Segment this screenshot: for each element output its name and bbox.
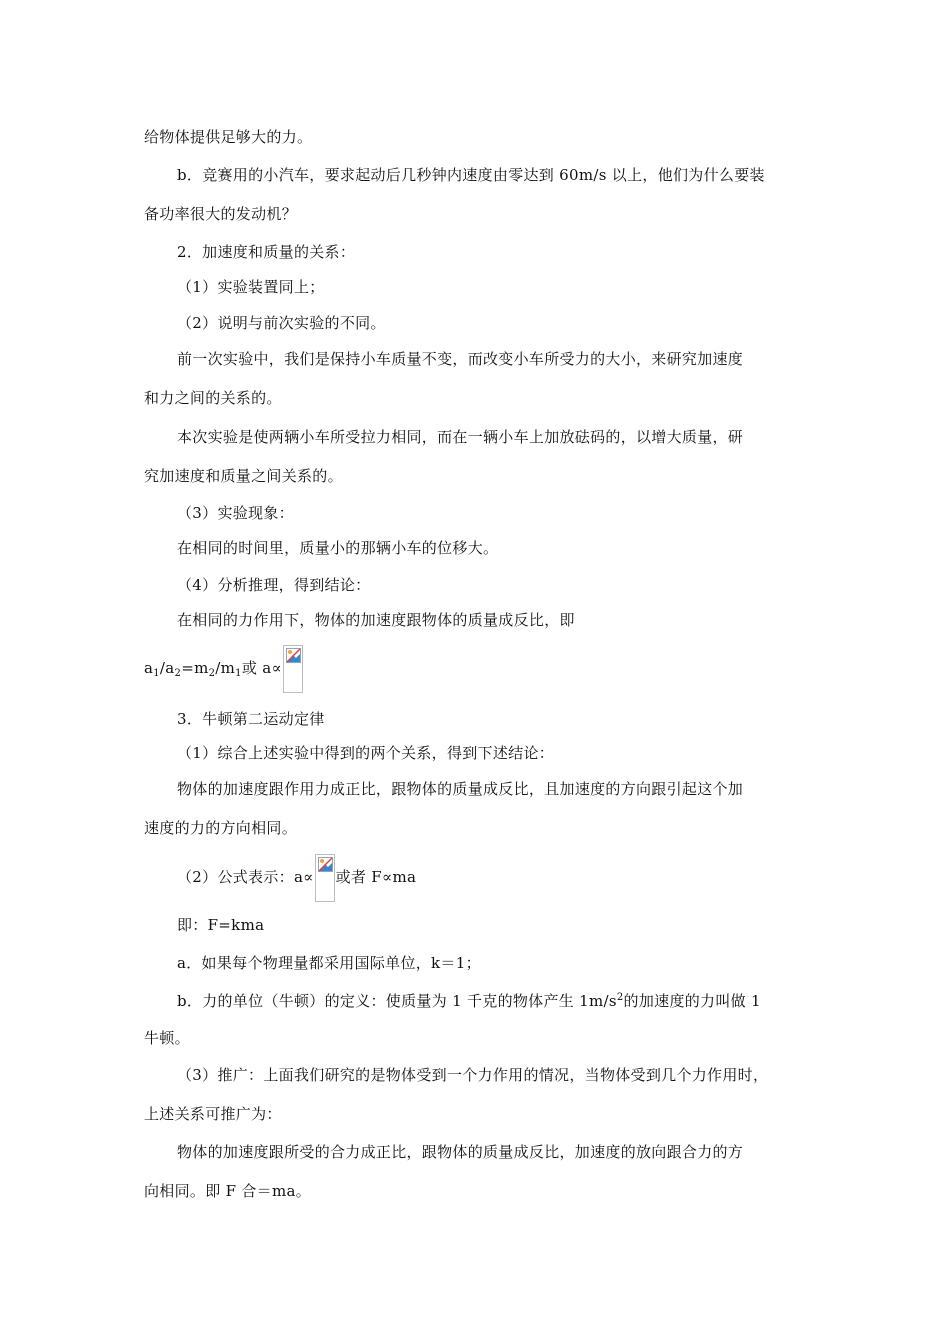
- text-line: 备功率很大的发动机？: [144, 205, 298, 223]
- text-line: 即：F=kma: [177, 916, 265, 934]
- section-heading: 3．牛顿第二运动定律: [177, 710, 325, 728]
- subscript: 1: [235, 668, 242, 679]
- broken-image-icon: [315, 854, 335, 902]
- subscript: 2: [174, 668, 182, 679]
- text-segment: b．力的单位（牛顿）的定义：使质量为 1 千克的物体产生 1m/s: [177, 992, 617, 1010]
- subscript: 1: [153, 668, 160, 679]
- formula-text: =m: [181, 659, 209, 677]
- text-line: 在相同的力作用下，物体的加速度跟物体的质量成反比，即: [177, 611, 575, 629]
- text-line: （3）推广：上面我们研究的是物体受到一个力作用的情况，当物体受到几个力作用时，: [177, 1066, 769, 1084]
- text-line: 物体的加速度跟作用力成正比，跟物体的质量成反比，且加速度的方向跟引起这个加: [177, 780, 744, 798]
- formula-text: /m: [215, 659, 236, 677]
- text-line: （1）实验装置同上；: [177, 278, 325, 296]
- subscript: 2: [208, 668, 216, 679]
- formula-text: 或 a∝: [241, 659, 282, 677]
- broken-image-icon: [283, 645, 303, 693]
- formula-line: [177, 853, 416, 902]
- text-line: （4）分析推理，得到结论：: [177, 576, 371, 594]
- text-line: 前一次实验中，我们是保持小车质量不变，而改变小车所受力的大小，来研究加速度: [177, 350, 744, 368]
- text-line: （3）实验现象：: [177, 504, 294, 522]
- text-line: 本次实验是使两辆小车所受拉力相同，而在一辆小车上加放砝码的，以增大质量，研: [177, 428, 744, 446]
- formula-line: [144, 644, 304, 698]
- text-line: a．如果每个物理量都采用国际单位，k＝1；: [177, 954, 481, 972]
- text-segment: 的加速度的力叫做 1: [623, 992, 761, 1010]
- text-line: [177, 988, 761, 1011]
- text-line: （1）综合上述实验中得到的两个关系，得到下述结论：: [177, 744, 555, 762]
- text-line: 在相同的时间里，质量小的那辆小车的位移大。: [177, 539, 499, 557]
- text-line: 究加速度和质量之间关系的。: [144, 467, 343, 485]
- formula-text: /a: [159, 659, 175, 677]
- text-line: 给物体提供足够大的力。: [144, 128, 313, 146]
- superscript: 2: [616, 992, 624, 1003]
- text-line: （2）说明与前次实验的不同。: [177, 314, 386, 332]
- formula-text: a: [144, 659, 154, 677]
- text-line: 物体的加速度跟所受的合力成正比，跟物体的质量成反比，加速度的放向跟合力的方: [177, 1143, 744, 1161]
- formula-text: （2）公式表示：a∝: [177, 868, 314, 886]
- text-line: 速度的力的方向相同。: [144, 819, 298, 837]
- formula-text: 或者 F∝ma: [335, 868, 417, 886]
- text-line: b．竞赛用的小汽车，要求起动后几秒钟内速度由零达到 60m/s 以上，他们为什么要装: [177, 166, 765, 184]
- text-line: 牛顿。: [144, 1029, 190, 1047]
- text-line: 和力之间的关系的。: [144, 389, 282, 407]
- text-line: 向相同。即 F 合＝ma。: [144, 1182, 312, 1200]
- text-line: 上述关系可推广为：: [144, 1105, 282, 1123]
- section-heading: 2．加速度和质量的关系：: [177, 243, 356, 261]
